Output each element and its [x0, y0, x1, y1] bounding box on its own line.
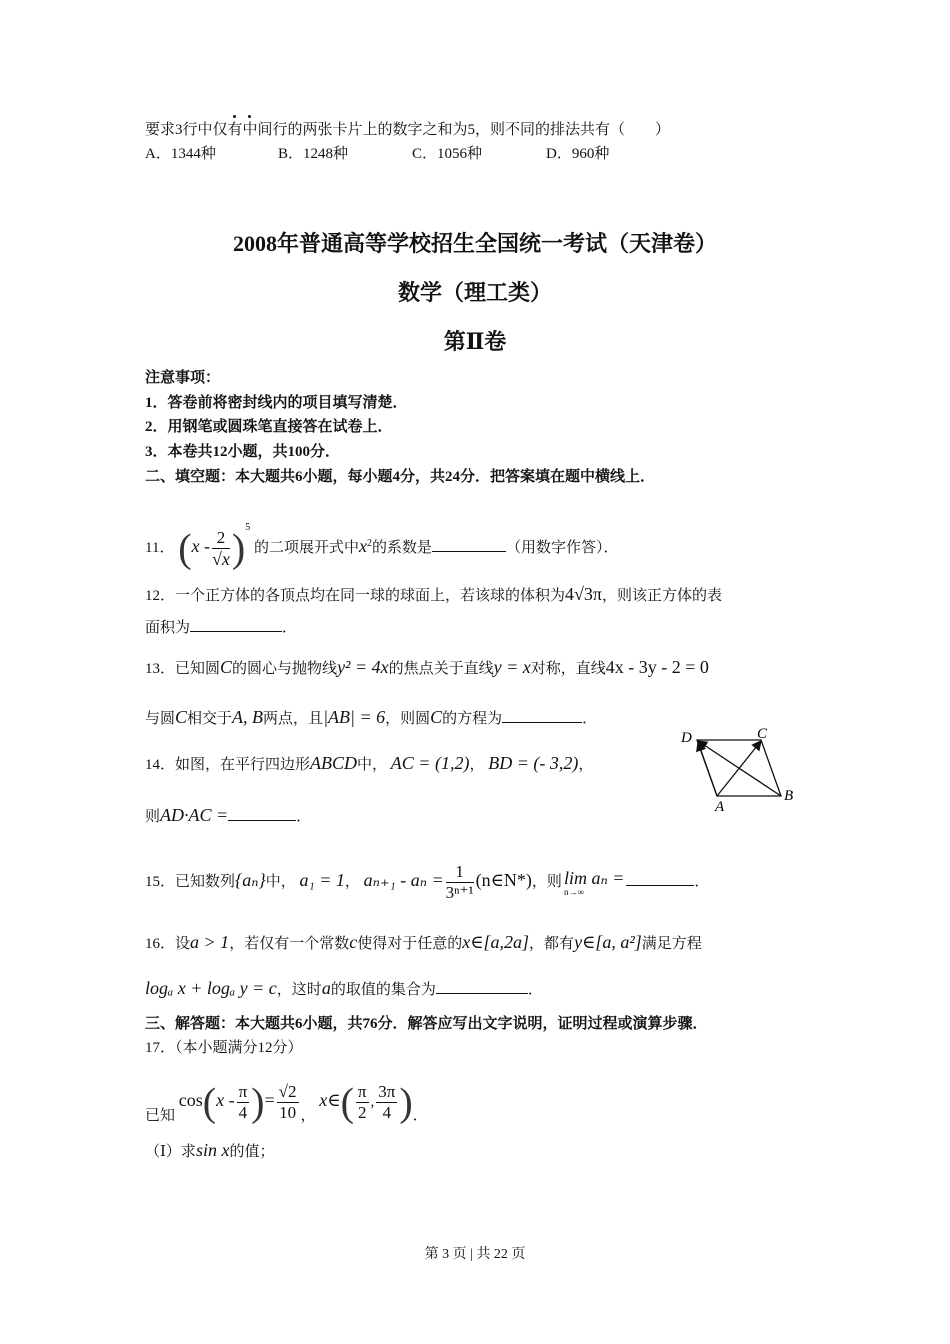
question-15	[145, 855, 709, 907]
math: 4√3π	[565, 584, 602, 604]
text: ，都有	[529, 936, 575, 952]
text: ，若仅有一个常数	[229, 936, 350, 952]
text: 的焦点关于直线	[388, 661, 494, 677]
numerator: 2	[212, 528, 230, 549]
text: ．	[582, 711, 598, 727]
math: x∈[a,2a]	[462, 932, 530, 952]
notes-heading: 注意事项：	[145, 370, 221, 386]
text: 与圆	[145, 711, 176, 727]
math: logₐ x + logₐ y = c	[145, 978, 277, 998]
answer-blank[interactable]	[626, 871, 694, 886]
math: C	[175, 707, 188, 727]
text: 的二项展开式中	[253, 540, 359, 556]
note-item: 3．本卷共12小题，共100分．	[145, 444, 341, 460]
math: x -	[216, 1090, 235, 1110]
section-3-heading: 三、解答题：本大题共6小题，共76分．解答应写出文字说明，证明过程或演算步骤．	[145, 1016, 708, 1032]
question-number: 12．	[145, 588, 176, 604]
text: 的取值的集合为	[330, 982, 436, 998]
section-2-heading: 二、填空题：本大题共6小题，每小题4分，共24分．把答案填在题中横线上．	[145, 469, 656, 485]
question-14	[145, 753, 593, 775]
fraction	[277, 1082, 299, 1123]
vector-bd	[698, 741, 781, 796]
denominator: 4	[382, 1103, 392, 1123]
fraction	[212, 528, 230, 569]
math: (n∈N*)	[475, 870, 532, 890]
exam-subtitle: 数学（理工类）	[397, 280, 552, 305]
emphasis-dot	[248, 115, 251, 118]
math: c	[349, 932, 358, 952]
text: 中，	[265, 874, 296, 890]
question-16-cont	[145, 978, 543, 1000]
text: ，则圆	[385, 711, 431, 727]
math: y² = 4x	[337, 657, 389, 677]
exam-title: 2008年普通高等学校招生全国统一考试（天津卷）	[232, 231, 717, 256]
text: （Ⅰ）求	[145, 1144, 196, 1160]
math: x∈	[319, 1090, 341, 1110]
math: sin x	[195, 1140, 230, 1160]
math: y = x	[493, 657, 531, 677]
label-a: A	[715, 799, 725, 812]
text: ，	[344, 874, 360, 890]
text: ，则该正方体的表	[602, 588, 723, 604]
fraction	[356, 1082, 369, 1123]
numerator: π	[238, 1082, 248, 1102]
prev-question-option: B．1248种	[278, 146, 349, 162]
text: ．	[282, 620, 298, 636]
fraction	[237, 1082, 250, 1123]
math: AC = (1,2)	[390, 753, 470, 773]
prev-question-option: A．1344种	[145, 146, 216, 162]
answer-blank[interactable]	[502, 708, 582, 723]
paren: )	[231, 525, 246, 571]
math: BD = (- 3,2)	[488, 753, 579, 773]
emphasis-dot	[233, 115, 236, 118]
math: {aₙ}	[235, 870, 266, 890]
question-13	[145, 657, 709, 679]
volume-title: 第Ⅱ卷	[443, 329, 507, 354]
text: 则	[145, 809, 161, 825]
text: 相交于	[187, 711, 233, 727]
denominator: 3ⁿ⁺¹	[445, 883, 474, 903]
text: 的系数是	[371, 540, 432, 556]
text: ，	[300, 1108, 316, 1124]
numerator: √2	[278, 1082, 297, 1102]
numerator: 3π	[378, 1082, 396, 1102]
text: 满足方程	[641, 936, 702, 952]
math: ABCD	[310, 753, 358, 773]
limit	[564, 868, 624, 897]
question-16	[145, 932, 702, 954]
question-17	[145, 1038, 303, 1058]
text: 设	[175, 936, 191, 952]
text: ，	[578, 757, 594, 773]
question-number: 16．	[145, 936, 176, 952]
text: 的方程为	[442, 711, 503, 727]
score: （本小题满分12分）	[175, 1040, 303, 1056]
label-b: B	[784, 788, 794, 804]
paren: (	[340, 1079, 354, 1125]
text: 中，	[357, 757, 388, 773]
denominator: 2	[357, 1103, 367, 1123]
math: a > 1	[190, 932, 230, 952]
text: 如图，在平行四边形	[175, 757, 311, 773]
math: y∈[a, a²]	[574, 932, 642, 952]
math: lim aₙ =	[563, 868, 625, 889]
label-d: D	[681, 730, 692, 746]
parallelogram-figure	[675, 722, 805, 812]
text: ．	[694, 874, 710, 890]
question-number: 15．	[145, 874, 176, 890]
exponent: 2	[366, 538, 372, 549]
answer-blank[interactable]	[190, 617, 282, 632]
text: 已知数列	[175, 874, 236, 890]
math: cos	[178, 1090, 203, 1110]
fraction	[446, 862, 474, 903]
prev-question-text: 要求3行中仅有中间行的两张卡片上的数字之和为5，则不同的排法共有（ ）	[145, 122, 671, 138]
math: x -	[191, 536, 211, 556]
text: ．	[412, 1108, 428, 1124]
question-number: 14．	[145, 757, 176, 773]
paren: (	[178, 525, 192, 571]
prev-question-option: C．1056种	[412, 146, 483, 162]
limit-subscript: n→∞	[563, 887, 584, 898]
text: 的圆心与抛物线	[232, 661, 338, 677]
question-number: 17．	[145, 1040, 176, 1056]
math: |AB| = 6	[323, 707, 386, 727]
text: 已知	[145, 1108, 176, 1124]
question-13-cont	[145, 707, 597, 729]
question-number: 13．	[145, 661, 176, 677]
numerator: π	[357, 1082, 367, 1102]
page-footer: 第 3 页 | 共 22 页	[424, 1247, 526, 1262]
paren: )	[399, 1079, 413, 1125]
vector-ad	[698, 742, 717, 796]
math: 4x - 3y - 2 = 0	[605, 657, 709, 677]
math: a	[321, 978, 331, 998]
question-17-given: 已知 cos(x - $\frac{\pi}{4}$ )= $\frac{√2}{10}$ ， x∈( $\frac{\pi}{2}$ , $\frac{3\pi}{4}$ )．	[145, 1079, 428, 1125]
math: C	[430, 707, 443, 727]
prev-question-option: D．960种	[546, 146, 610, 162]
text: 的值；	[229, 1144, 275, 1160]
question-number: 11．	[145, 540, 175, 556]
answer-blank[interactable]	[228, 806, 296, 821]
math: x	[358, 536, 367, 556]
text: ．	[527, 982, 543, 998]
denominator: 4	[238, 1103, 248, 1123]
exponent: 5	[245, 522, 251, 533]
text: 使得对于任意的	[357, 936, 463, 952]
question-17-part1	[145, 1140, 274, 1162]
text: 面积为	[145, 620, 191, 636]
text: 一个正方体的各顶点均在同一球的球面上，若该球的体积为	[175, 588, 566, 604]
question-11	[145, 498, 619, 579]
answer-blank[interactable]	[436, 979, 528, 994]
numerator: 1	[446, 862, 474, 883]
text: ，	[469, 757, 485, 773]
fraction	[376, 1082, 397, 1123]
answer-blank[interactable]	[432, 537, 506, 552]
note-item: 2．用钢笔或圆珠笔直接答在试卷上．	[145, 419, 393, 435]
note-item: 1．答卷前将密封线内的项目填写清楚．	[145, 395, 408, 411]
math: AD·AC =	[160, 805, 229, 825]
text: ，则	[531, 874, 562, 890]
math: C	[220, 657, 233, 677]
text: （用数字作答）．	[506, 540, 619, 556]
label-c: C	[757, 726, 768, 742]
math: =	[264, 1090, 275, 1110]
question-14-cont	[145, 805, 311, 827]
paren: )	[251, 1079, 265, 1125]
text: ，这时	[276, 982, 322, 998]
math: A, B	[232, 707, 264, 727]
math: a₁ = 1	[299, 870, 345, 890]
math: aₙ₊₁ - aₙ =	[363, 870, 444, 890]
paren: (	[202, 1079, 217, 1125]
text: ．	[296, 809, 312, 825]
question-12	[145, 584, 722, 606]
question-12-cont	[145, 617, 297, 638]
text: 两点，且	[263, 711, 324, 727]
text: 已知圆	[175, 661, 221, 677]
text: 对称，直线	[530, 661, 606, 677]
denominator: 10	[279, 1103, 297, 1123]
denominator: √x	[212, 549, 230, 570]
